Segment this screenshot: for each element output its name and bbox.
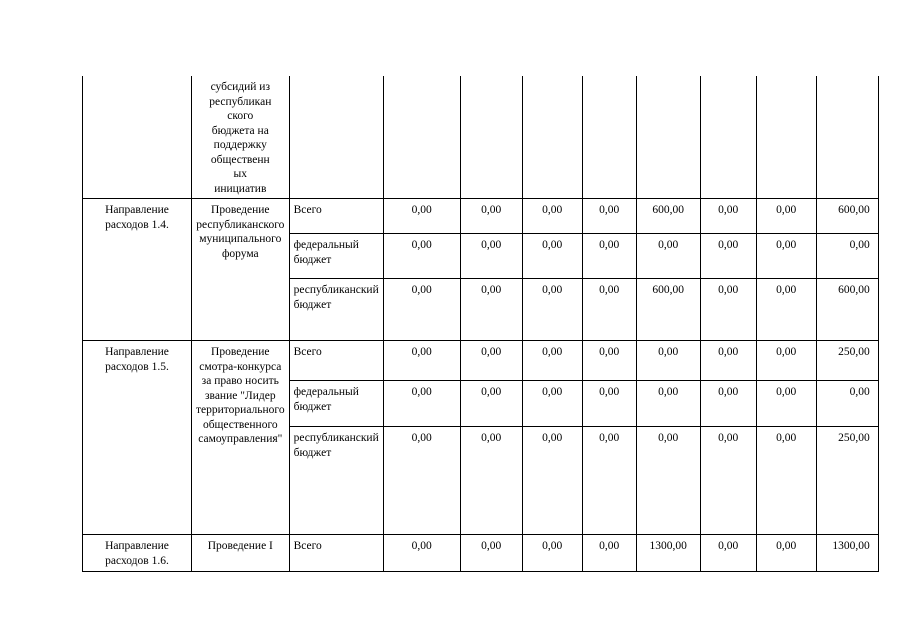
amount-cell: 0,00 <box>700 535 756 572</box>
budget-table <box>82 76 879 572</box>
amount-cell: 0,00 <box>383 199 460 234</box>
direction-cell: Направление расходов 1.6. <box>83 535 192 572</box>
funding-source-cell: Всего <box>289 341 383 381</box>
empty-cell <box>816 76 878 199</box>
amount-cell: 0,00 <box>582 427 636 535</box>
amount-cell: 0,00 <box>756 535 816 572</box>
amount-cell: 0,00 <box>522 341 582 381</box>
amount-cell: 1300,00 <box>636 535 700 572</box>
amount-cell: 0,00 <box>582 535 636 572</box>
amount-cell: 0,00 <box>636 427 700 535</box>
amount-cell: 0,00 <box>460 199 522 234</box>
amount-cell: 600,00 <box>816 199 878 234</box>
amount-cell: 0,00 <box>383 427 460 535</box>
amount-cell: 0,00 <box>522 199 582 234</box>
amount-cell: 0,00 <box>383 535 460 572</box>
table-row <box>83 341 879 381</box>
amount-cell: 600,00 <box>816 279 878 341</box>
amount-cell: 0,00 <box>460 341 522 381</box>
measure-name-cell: Проведение республиканского муниципального форума <box>192 199 290 341</box>
amount-cell: 0,00 <box>756 279 816 341</box>
amount-cell: 0,00 <box>522 279 582 341</box>
amount-cell: 0,00 <box>460 427 522 535</box>
direction-cell <box>83 76 192 199</box>
amount-cell: 0,00 <box>460 535 522 572</box>
funding-source-cell: федеральный бюджет <box>289 381 383 427</box>
amount-cell: 0,00 <box>383 279 460 341</box>
measure-name-cell: субсидий из республикан ского бюджета на поддержку общественн ых инициатив <box>192 76 290 199</box>
amount-cell: 0,00 <box>582 234 636 279</box>
amount-cell: 0,00 <box>756 234 816 279</box>
amount-cell: 0,00 <box>756 381 816 427</box>
table-row <box>83 535 879 572</box>
direction-cell: Направление расходов 1.5. <box>83 341 192 535</box>
amount-cell: 0,00 <box>700 381 756 427</box>
measure-name-cell: Проведение смотра-конкурса за право носить звание "Лидер территориального общественного самоуправления" <box>192 341 290 535</box>
amount-cell: 0,00 <box>700 427 756 535</box>
amount-cell: 0,00 <box>700 341 756 381</box>
amount-cell: 0,00 <box>522 535 582 572</box>
amount-cell: 250,00 <box>816 341 878 381</box>
amount-cell: 0,00 <box>522 381 582 427</box>
empty-cell <box>700 76 756 199</box>
amount-cell: 1300,00 <box>816 535 878 572</box>
amount-cell: 0,00 <box>582 341 636 381</box>
amount-cell: 0,00 <box>383 234 460 279</box>
table-row <box>83 76 879 199</box>
amount-cell: 0,00 <box>582 199 636 234</box>
amount-cell: 0,00 <box>460 234 522 279</box>
amount-cell: 0,00 <box>636 381 700 427</box>
table-row <box>83 199 879 234</box>
funding-source-cell: федеральный бюджет <box>289 234 383 279</box>
amount-cell: 0,00 <box>636 234 700 279</box>
amount-cell: 0,00 <box>756 199 816 234</box>
amount-cell: 0,00 <box>700 234 756 279</box>
amount-cell: 0,00 <box>700 279 756 341</box>
empty-cell <box>383 76 460 199</box>
amount-cell: 0,00 <box>756 427 816 535</box>
empty-cell <box>460 76 522 199</box>
amount-cell: 0,00 <box>700 199 756 234</box>
empty-cell <box>289 76 383 199</box>
amount-cell: 0,00 <box>383 381 460 427</box>
amount-cell: 0,00 <box>816 381 878 427</box>
amount-cell: 0,00 <box>636 341 700 381</box>
amount-cell: 0,00 <box>582 279 636 341</box>
amount-cell: 0,00 <box>522 234 582 279</box>
amount-cell: 0,00 <box>460 381 522 427</box>
funding-source-cell: Всего <box>289 199 383 234</box>
funding-source-cell: Всего <box>289 535 383 572</box>
amount-cell: 600,00 <box>636 279 700 341</box>
direction-cell: Направление расходов 1.4. <box>83 199 192 341</box>
amount-cell: 0,00 <box>756 341 816 381</box>
measure-name-cell: Проведение I <box>192 535 290 572</box>
amount-cell: 0,00 <box>522 427 582 535</box>
amount-cell: 250,00 <box>816 427 878 535</box>
empty-cell <box>756 76 816 199</box>
amount-cell: 0,00 <box>460 279 522 341</box>
amount-cell: 0,00 <box>383 341 460 381</box>
amount-cell: 0,00 <box>816 234 878 279</box>
amount-cell: 0,00 <box>582 381 636 427</box>
empty-cell <box>636 76 700 199</box>
amount-cell: 600,00 <box>636 199 700 234</box>
funding-source-cell: республиканский бюджет <box>289 279 383 341</box>
empty-cell <box>522 76 582 199</box>
empty-cell <box>582 76 636 199</box>
funding-source-cell: республиканский бюджет <box>289 427 383 535</box>
